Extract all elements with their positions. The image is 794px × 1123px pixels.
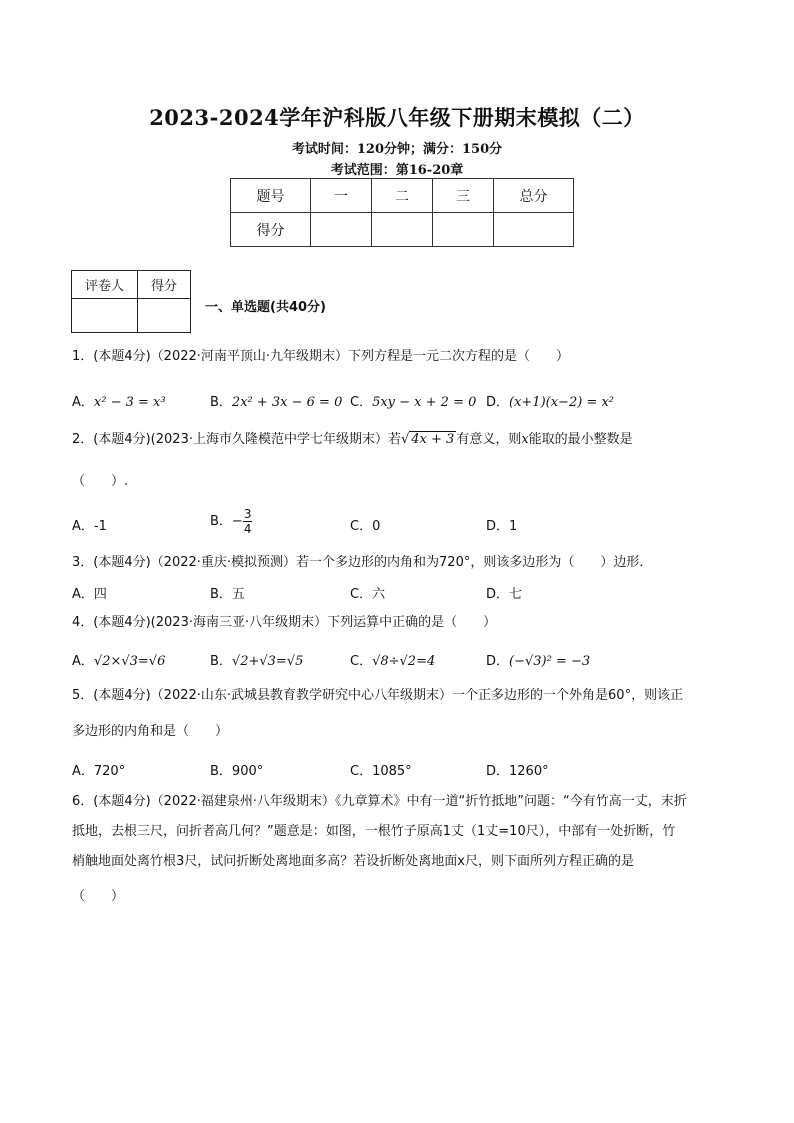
question-5-option-c[interactable]: C．1085° [350, 764, 412, 779]
question-6-stem-line3: 梢触地面处离竹根3尺，试问折断处离地面多高？若设折断处离地面x尺，则下面所列方程正确的是 [72, 854, 634, 869]
question-1-option-d[interactable]: D．(x+1)(x−2) = x² [486, 395, 614, 410]
question-5-option-a[interactable]: A．720° [72, 764, 126, 779]
question-3-option-d[interactable]: D．七 [486, 587, 523, 602]
score-row-label: 得分 [231, 213, 311, 247]
question-6-stem: 6．(本题4分)（2022·福建泉州·八年级期末）《九章算术》中有一道“折竹抵地”问题：“今有竹高一丈，末折 [72, 794, 687, 809]
option-math: (x+1)(x−2) = x² [509, 395, 614, 410]
question-2-option-b[interactable]: B．− $\frac{3}{4}$ [210, 507, 252, 536]
question-6-stem-line4: （ ） [72, 889, 125, 904]
sqrt-expression: 4x + 3 [411, 432, 455, 447]
question-1-option-b[interactable]: B．2x² + 3x − 6 = 0 [210, 395, 343, 410]
option-math: √2+√3=√5 [231, 654, 304, 669]
question-1-option-a[interactable]: A．x² − 3 = x³ [72, 395, 166, 410]
option-math: x² − 3 = x³ [93, 395, 166, 410]
question-4-option-c[interactable]: C．√8÷√2=4 [350, 654, 436, 669]
grader-score-cell[interactable] [138, 299, 191, 333]
score-header-cell: 二 [372, 179, 433, 213]
question-2-stem: 2．(本题4分)(2023·上海市久隆模范中学七年级期末）若√ 4x + 3 有意义，则x能取的最小整数是 [72, 432, 633, 447]
score-table [230, 178, 574, 247]
grader-box [71, 270, 191, 333]
question-4-option-d[interactable]: D．(−√3)² = −3 [486, 654, 591, 669]
question-4-option-a[interactable]: A．√2×√3=√6 [72, 654, 166, 669]
option-math: √8÷√2=4 [372, 654, 436, 669]
question-4-option-b[interactable]: B．√2+√3=√5 [210, 654, 304, 669]
score-header-cell: 总分 [494, 179, 574, 213]
question-5-option-d[interactable]: D．1260° [486, 764, 549, 779]
exam-title: 2023-2024学年沪科版八年级下册期末模拟（二） [149, 105, 645, 130]
question-1-stem: 1．(本题4分)（2022·河南平顶山·九年级期末）下列方程是一元二次方程的是（ ） [72, 349, 570, 364]
grader-name-cell[interactable] [72, 299, 138, 333]
grader-score-label: 得分 [138, 271, 191, 299]
question-3-option-a[interactable]: A．四 [72, 587, 107, 602]
grader-label: 评卷人 [72, 271, 138, 299]
score-cell[interactable] [372, 213, 433, 247]
score-cell[interactable] [433, 213, 494, 247]
question-2-option-a[interactable]: A．-1 [72, 519, 107, 534]
exam-info: 考试时间：120分钟；满分：150分 [291, 142, 503, 157]
question-5-stem-cont: 多边形的内角和是（ ） [72, 724, 229, 739]
option-math: 5xy − x + 2 = 0 [372, 395, 477, 410]
fraction: $\frac{3}{4}$ [243, 507, 252, 536]
question-6-stem-line2: 抵地，去根三尺，问折者高几何？”题意是：如图，一根竹子原高1丈（1丈=10尺），中部有一处折断，竹 [72, 824, 676, 839]
option-math: √2×√3=√6 [93, 654, 166, 669]
score-header-cell: 题号 [231, 179, 311, 213]
question-5-stem: 5．(本题4分)（2022·山东·武城县教育教学研究中心八年级期末）一个正多边形的一个外角是60°，则该正 [72, 688, 684, 703]
question-3-stem: 3．(本题4分)（2022·重庆·模拟预测）若一个多边形的内角和为720°，则该多边形为（ ）边形． [72, 555, 653, 570]
score-cell[interactable] [494, 213, 574, 247]
question-2-stem-cont: （ ）. [72, 474, 129, 489]
question-2-option-c[interactable]: C．0 [350, 519, 381, 534]
score-header-cell: 三 [433, 179, 494, 213]
score-header-cell: 一 [311, 179, 372, 213]
option-math: (−√3)² = −3 [509, 654, 591, 669]
question-1-option-c[interactable]: C．5xy − x + 2 = 0 [350, 395, 477, 410]
question-3-option-b[interactable]: B．五 [210, 587, 245, 602]
option-math: 2x² + 3x − 6 = 0 [231, 395, 343, 410]
section-title: 一、单选题(共40分) [205, 300, 326, 315]
exam-range: 考试范围：第16-20章 [330, 163, 464, 178]
question-2-option-d[interactable]: D．1 [486, 519, 518, 534]
question-4-stem: 4．(本题4分)(2023·海南三亚·八年级期末）下列运算中正确的是（ ） [72, 615, 497, 630]
question-5-option-b[interactable]: B．900° [210, 764, 264, 779]
question-3-option-c[interactable]: C．六 [350, 587, 386, 602]
score-cell[interactable] [311, 213, 372, 247]
